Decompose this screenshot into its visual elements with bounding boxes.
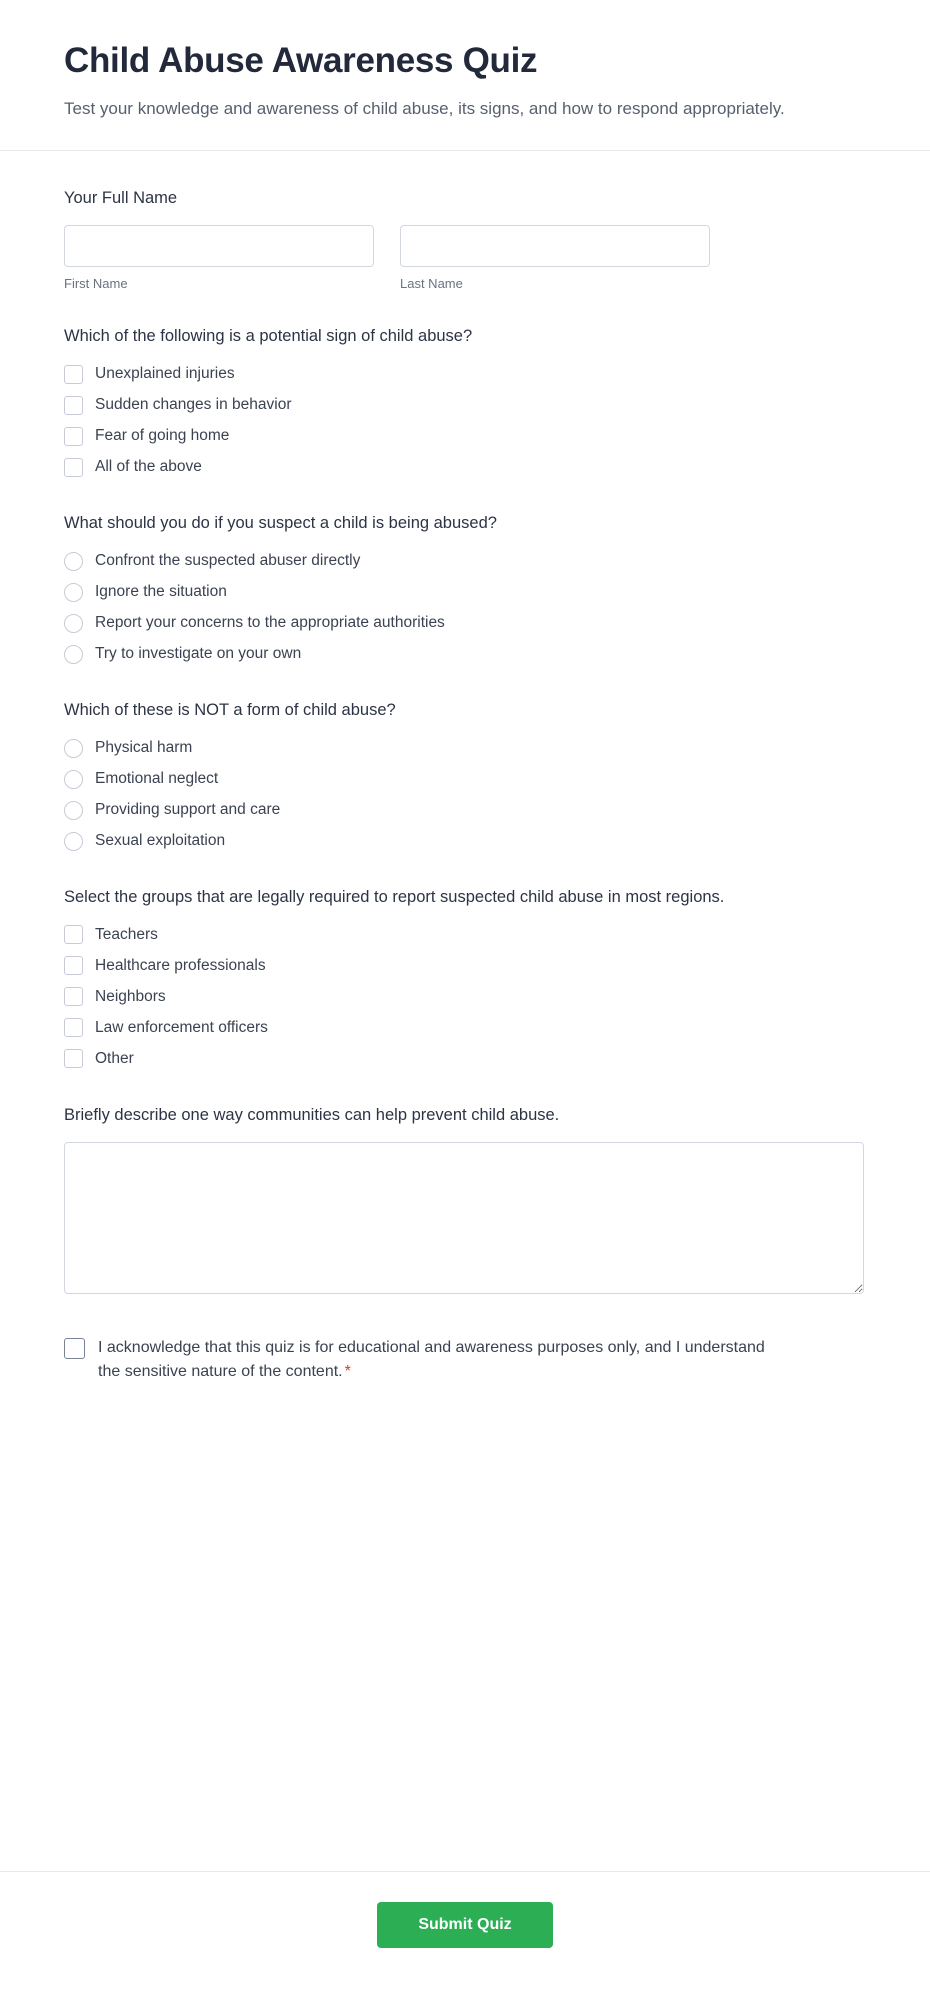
radio-icon[interactable]	[64, 614, 83, 633]
option-row[interactable]	[64, 581, 866, 603]
field-question-1	[64, 325, 866, 478]
question-4-options	[64, 924, 866, 1070]
option-row[interactable]	[64, 550, 866, 572]
acknowledgement-label: I acknowledge that this quiz is for educational and awareness purposes only, and I understand the sensitive nature of the content.	[98, 1338, 765, 1380]
option-row[interactable]	[64, 986, 866, 1008]
option-row[interactable]	[64, 643, 866, 665]
option-row[interactable]	[64, 363, 866, 385]
checkbox-icon[interactable]	[64, 1049, 83, 1068]
option-row[interactable]	[64, 955, 866, 977]
last-name-input[interactable]	[400, 225, 710, 267]
option-label: Providing support and care	[95, 801, 281, 819]
field-question-2	[64, 512, 866, 665]
form-body	[0, 151, 930, 1871]
radio-icon[interactable]	[64, 770, 83, 789]
option-row[interactable]	[64, 924, 866, 946]
field-question-4	[64, 886, 866, 1070]
radio-icon[interactable]	[64, 801, 83, 820]
first-name-sublabel: First Name	[64, 276, 128, 292]
required-marker: *	[344, 1362, 351, 1380]
option-row[interactable]	[64, 768, 866, 790]
checkbox-icon[interactable]	[64, 987, 83, 1006]
checkbox-icon[interactable]	[64, 365, 83, 384]
acknowledgement-block[interactable]	[64, 1336, 784, 1384]
submit-button[interactable]: Submit Quiz	[377, 1902, 553, 1948]
acknowledgement-checkbox-icon[interactable]	[64, 1338, 85, 1359]
full-name-label: Your Full Name	[64, 189, 178, 208]
option-label: Sexual exploitation	[95, 832, 226, 850]
first-name-col	[64, 225, 374, 291]
option-row[interactable]	[64, 799, 866, 821]
field-question-3	[64, 699, 866, 852]
checkbox-icon[interactable]	[64, 458, 83, 477]
question-3-options	[64, 737, 866, 852]
option-label: All of the above	[95, 458, 202, 476]
checkbox-icon[interactable]	[64, 396, 83, 415]
option-label: Law enforcement officers	[95, 1019, 268, 1037]
field-full-name	[64, 187, 866, 291]
option-label: Physical harm	[95, 739, 193, 757]
option-row[interactable]	[64, 456, 866, 478]
option-label: Unexplained injuries	[95, 365, 235, 383]
field-long-answer	[64, 1104, 866, 1294]
option-label: Healthcare professionals	[95, 957, 266, 975]
first-name-input[interactable]	[64, 225, 374, 267]
option-label: Neighbors	[95, 988, 166, 1006]
option-label: Sudden changes in behavior	[95, 396, 292, 414]
question-1-options	[64, 363, 866, 478]
form-footer	[0, 1871, 930, 1994]
option-label: Confront the suspected abuser directly	[95, 552, 361, 570]
option-label: Ignore the situation	[95, 583, 227, 601]
option-row[interactable]	[64, 1017, 866, 1039]
option-label: Teachers	[95, 926, 158, 944]
checkbox-icon[interactable]	[64, 956, 83, 975]
radio-icon[interactable]	[64, 583, 83, 602]
last-name-sublabel: Last Name	[400, 276, 463, 292]
option-row[interactable]	[64, 830, 866, 852]
option-row[interactable]	[64, 612, 866, 634]
radio-icon[interactable]	[64, 832, 83, 851]
form-header	[0, 0, 930, 151]
question-3-label: Which of these is NOT a form of child abuse?	[64, 701, 396, 720]
question-2-label: What should you do if you suspect a child is being abused?	[64, 514, 497, 533]
last-name-col	[400, 225, 710, 291]
checkbox-icon[interactable]	[64, 925, 83, 944]
option-row[interactable]	[64, 1048, 866, 1070]
option-label: Report your concerns to the appropriate authorities	[95, 614, 445, 632]
radio-icon[interactable]	[64, 645, 83, 664]
option-label: Fear of going home	[95, 427, 230, 445]
checkbox-icon[interactable]	[64, 427, 83, 446]
option-label: Try to investigate on your own	[95, 645, 302, 663]
question-4-label: Select the groups that are legally required to report suspected child abuse in most regions.	[64, 888, 725, 907]
long-answer-textarea[interactable]	[64, 1142, 864, 1294]
question-2-options	[64, 550, 866, 665]
acknowledgement-text	[98, 1336, 784, 1384]
page-title: Child Abuse Awareness Quiz	[64, 41, 538, 80]
name-row	[64, 225, 866, 291]
option-label: Emotional neglect	[95, 770, 219, 788]
option-row[interactable]	[64, 394, 866, 416]
checkbox-icon[interactable]	[64, 1018, 83, 1037]
page-subtitle: Test your knowledge and awareness of child abuse, its signs, and how to respond appropriately.	[64, 99, 785, 118]
radio-icon[interactable]	[64, 552, 83, 571]
option-row[interactable]	[64, 425, 866, 447]
option-row[interactable]	[64, 737, 866, 759]
long-answer-label: Briefly describe one way communities can help prevent child abuse.	[64, 1105, 560, 1124]
question-1-label: Which of the following is a potential sign of child abuse?	[64, 327, 473, 346]
option-label: Other	[95, 1050, 134, 1068]
radio-icon[interactable]	[64, 739, 83, 758]
